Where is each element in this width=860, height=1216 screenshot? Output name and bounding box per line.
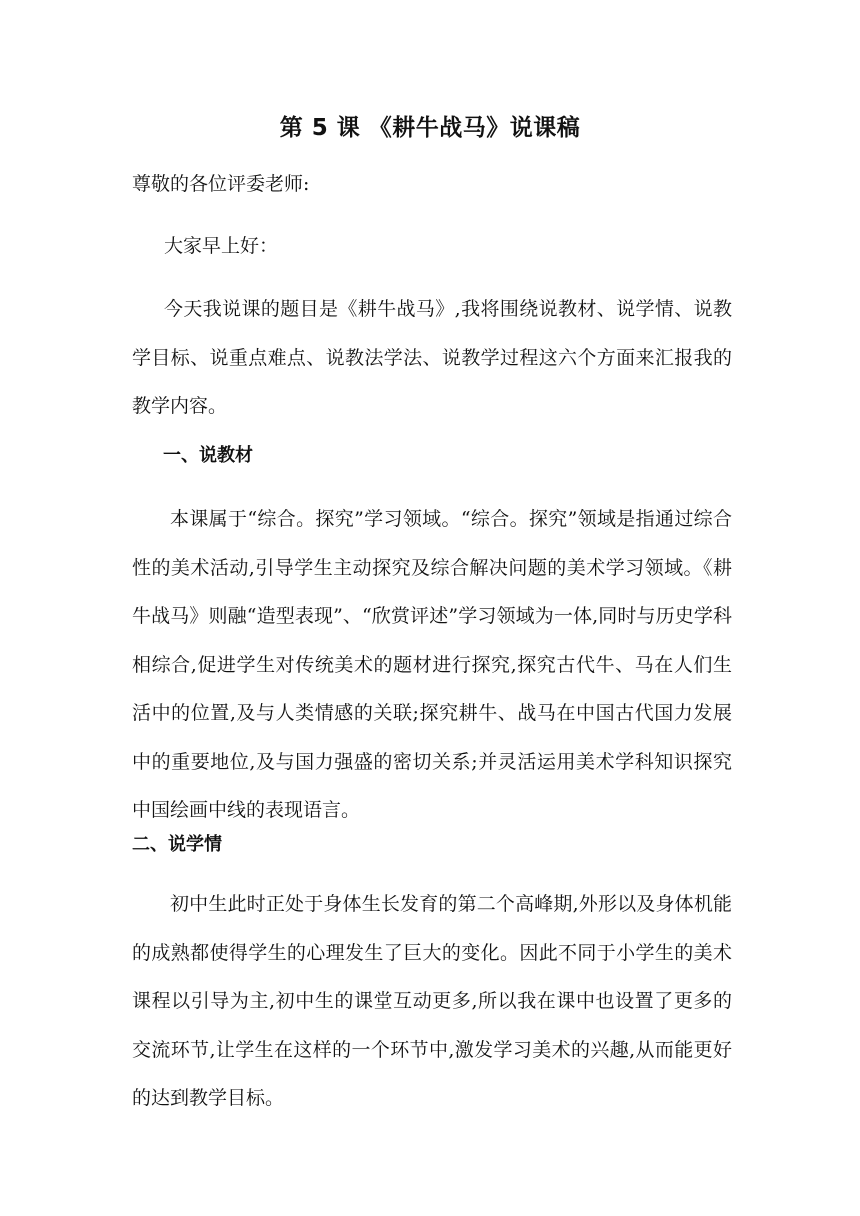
intro-paragraph: 今天我说课的题目是《耕牛战马》,我将围绕说教材、说学情、说教学目标、说重点难点、说教法学法、说教学过程这六个方面来汇报我的教学内容。 — [132, 298, 732, 417]
section-heading-materials: 一、说教材 — [163, 445, 253, 466]
section-heading-students: 二、说学情 — [132, 834, 222, 855]
document-title: 第 5 课 《耕牛战马》说课稿 — [279, 115, 581, 141]
section-body-materials: 本课属于“综合。探究”学习领域。“综合。探究”领域是指通过综合性的美术活动,引导学生主动探究及综合解决问题的美术学习领域。《耕牛战马》则融“造型表现”、“欣赏评述”学习领域为一体,同时与历史学科相综合,促进学生对传统美术的题材进行探究,探究古代牛、马在人们生活中的位置,及与人类情感的关联;探究耕牛、战马在中国古代国力发展中的重要地位,及与国力强盛的密切关系;并灵活运用美术学科知识探究中国绘画中线的表现语言。 — [132, 508, 732, 821]
greeting: 大家早上好： — [164, 235, 279, 257]
section-body-students: 初中生此时正处于身体生长发育的第二个高峰期,外形以及身体机能的成熟都使得学生的心理发生了巨大的变化。因此不同于小学生的美术课程以引导为主,初中生的课堂互动更多,所以我在课中也设置了更多的交流环节,让学生在这样的一个环节中,激发学习美术的兴趣,从而能更好的达到教学目标。 — [132, 893, 732, 1109]
salutation: 尊敬的各位评委老师: — [132, 173, 310, 195]
